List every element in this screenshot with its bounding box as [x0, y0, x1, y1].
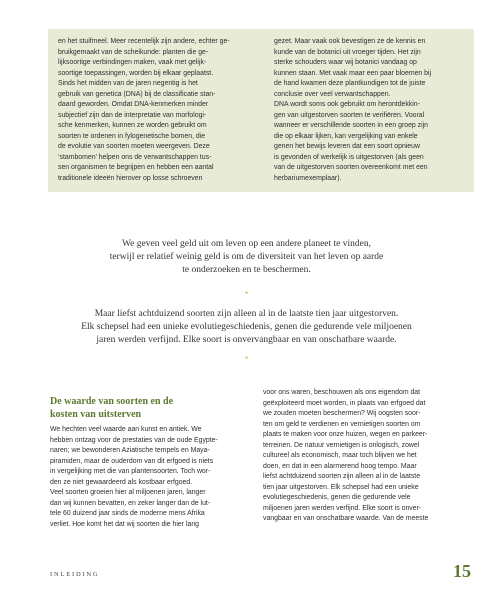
pull-quote-2-text: Maar liefst achtduizend soorten zijn alleen al in de laatste tien jaar uitgestorven. Elk schepsel had een unieke evolutiegeschiedenis, genen die gedurende vele miljoenen jaren werden verfijnd. Elke soort is onvervangbaar en van onschatbare waarde. — [81, 309, 412, 345]
page-number: 15 — [453, 561, 471, 581]
running-footer-label: INLEIDING — [50, 571, 100, 578]
body-right-column — [263, 388, 463, 525]
pull-quote-2 — [0, 308, 493, 347]
pull-quote-1 — [0, 238, 493, 277]
section-heading — [50, 396, 250, 421]
pull-quote-1-text: We geven veel geld uit om leven op een andere planeet te vinden, terwijl er relatief weinig geld is om de diversiteit van het leven op aarde te onderzoeken en te beschermen. — [109, 239, 384, 275]
info-box-left-text: en het stuifmeel. Meer recentelijk zijn andere, echter ge- bruikgemaakt van de scheikunde: planten die ge- lijksoortige verbindingen maken, vaak met gelijk- soortige toepassingen, worden bij elkaar geplaatst. Sinds het midden van de jaren negentig is het gebruik van genetica (DNA) bij de classificatie stan- daard geworden. Omdat DNA-kenmerken minder subjectief zijn dan de interpretatie van morfologi- sche kenmerken, kunnen ze worden gebruikt om soorten te ordenen in fylogenetische bomen, die de evolutie van soorten moeten weergeven. Deze ‘stambomen’ helpen ons de verwantschappen tus- sen organismen te begrijpen en hebben een aantal traditionele ideeën hierover op losse schroeven — [58, 38, 230, 182]
body-left-column — [50, 425, 250, 530]
body-left-text: We hechten veel waarde aan kunst en antiek. We hebben ontzag voor de prestaties van de oude Egypte- naren; we bewonderen Aziatische tempels en Maya- piramiden, maar de ouderdom van dit erfgoed is niets in vergelijking met die van plantensoorten. Toch wor- den ze niet gewaardeerd als kostbaar erfgoed. Veel soorten groeien hier al miljoenen jaren, langer dan wij kunnen bevatten, en zeker langer dan de lut- tele 60 duizend jaar sinds de moderne mens Afrika verliet. Hoe komt het dat wij soorten die hier lang — [50, 426, 218, 528]
star-divider-2: * — [244, 355, 249, 364]
star-divider-1: * — [244, 290, 249, 299]
info-box-left-column — [58, 37, 254, 184]
info-box-right-text: gezet. Maar vaak ook bevestigen ze de kennis en kunde van de botanici uit vroeger tijden. Het zijn sterke schouders waar wij botanici vandaag op kunnen staan. Met vaak maar een paar bloemen bij de hand kwamen deze plantkundigen tot de juiste conclusie over veel verwantschappen. DNA wordt soms ook gebruikt om herontdekkin- gen van uitgestorven soorten te verifiëren. Vooral wanneer er verschillende soorten in een groep zijn die op elkaar lijken, kan vergelijking van enkele genen het bewijs leveren dat een soort opnieuw is gevonden of werkelijk is uitgestorven (als geen van de uitgestorven soorten overeenkomt met een herbariumexemplaar). — [274, 38, 432, 182]
section-heading-text: De waarde van soorten en de kosten van uitsterven — [50, 396, 174, 420]
body-right-text: voor ons waren, beschouwen als ons eigendom dat geëxploiteerd moet worden, in plaats van erfgoed dat we zouden moeten beschermen? Wij oogsten soor- ten om geld te verdienen en vernietigen soorten om plaats te maken voor onze huizen, wegen en parkeer- terreinen. De natuur vernietigen is onlogisch, zowel cultureel als economisch, maar toch blijven we het doen, en dat in een alarmerend hoog tempo. Maar liefst achtduizend soorten zijn alleen al in de laatste tien jaar uitgestorven. Elk schepsel had een unieke evolutiegeschiedenis, genen die gedurende vele miljoenen jaren werden verfijnd. Elke soort is onver- vangbaar en van onschatbare waarde. Van de meeste — [263, 389, 429, 522]
info-box-right-column — [274, 37, 470, 184]
info-box — [48, 29, 474, 192]
